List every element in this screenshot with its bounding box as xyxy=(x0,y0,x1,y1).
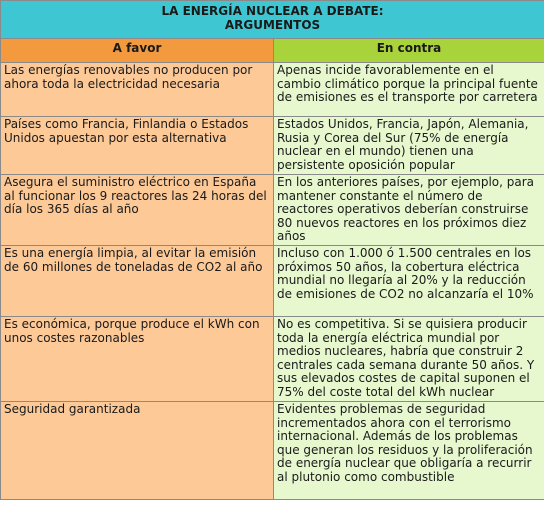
table-row xyxy=(1,63,544,117)
favor-cell: Es una energía limpia, al evitar la emisión de 60 millones de toneladas de CO2 al año xyxy=(1,246,274,317)
table-row xyxy=(1,246,544,317)
contra-cell: No es competitiva. Si se quisiera producir toda la energía eléctrica mundial por medios nucleares, habría que construir 2 centrales cada semana durante 50 años. Y sus elevados costes de capital suponen el 75% del coste total del kWh nuclear xyxy=(274,317,544,402)
favor-cell: Las energías renovables no producen por ahora toda la electricidad necesaria xyxy=(1,63,274,117)
contra-cell: Apenas incide favorablemente en el cambio climático porque la principal fuente de emisiones es el transporte por carretera xyxy=(274,63,544,117)
table-title xyxy=(1,1,544,39)
favor-cell: Seguridad garantizada xyxy=(1,402,274,500)
title-row xyxy=(1,1,544,39)
favor-cell: Países como Francia, Finlandia o Estados Unidos apuestan por esta alternativa xyxy=(1,117,274,175)
favor-cell: Asegura el suministro eléctrico en España al funcionar los 9 reactores las 24 horas del día los 365 días al año xyxy=(1,175,274,246)
contra-cell: En los anteriores países, por ejemplo, para mantener constante el número de reactores operativos deberían construirse 80 nuevos reactores en los próximos diez años xyxy=(274,175,544,246)
favor-cell: Es económica, porque produce el kWh con unos costes razonables xyxy=(1,317,274,402)
header-row xyxy=(1,39,544,63)
header-en-contra: En contra xyxy=(274,39,544,63)
table-row xyxy=(1,175,544,246)
title-line-2: ARGUMENTOS xyxy=(224,18,321,32)
header-a-favor: A favor xyxy=(1,39,274,63)
title-line-1: LA ENERGÍA NUCLEAR A DEBATE: xyxy=(161,4,384,18)
contra-cell: Estados Unidos, Francia, Japón, Alemania, Rusia y Corea del Sur (75% de energía nuclear en el mundo) tienen una persistente oposición popular xyxy=(274,117,544,175)
table-row xyxy=(1,117,544,175)
table-row xyxy=(1,402,544,500)
contra-cell: Incluso con 1.000 ó 1.500 centrales en los próximos 50 años, la cobertura eléctrica mundial no llegaría al 20% y la reducción de emisiones de CO2 no alcanzaría el 10% xyxy=(274,246,544,317)
table-row xyxy=(1,317,544,402)
contra-cell: Evidentes problemas de seguridad incrementados ahora con el terrorismo internacional. Además de los problemas que generan los residuos y la proliferación de energía nuclear que obligaría a recurrir al plutonio como combustible xyxy=(274,402,544,500)
